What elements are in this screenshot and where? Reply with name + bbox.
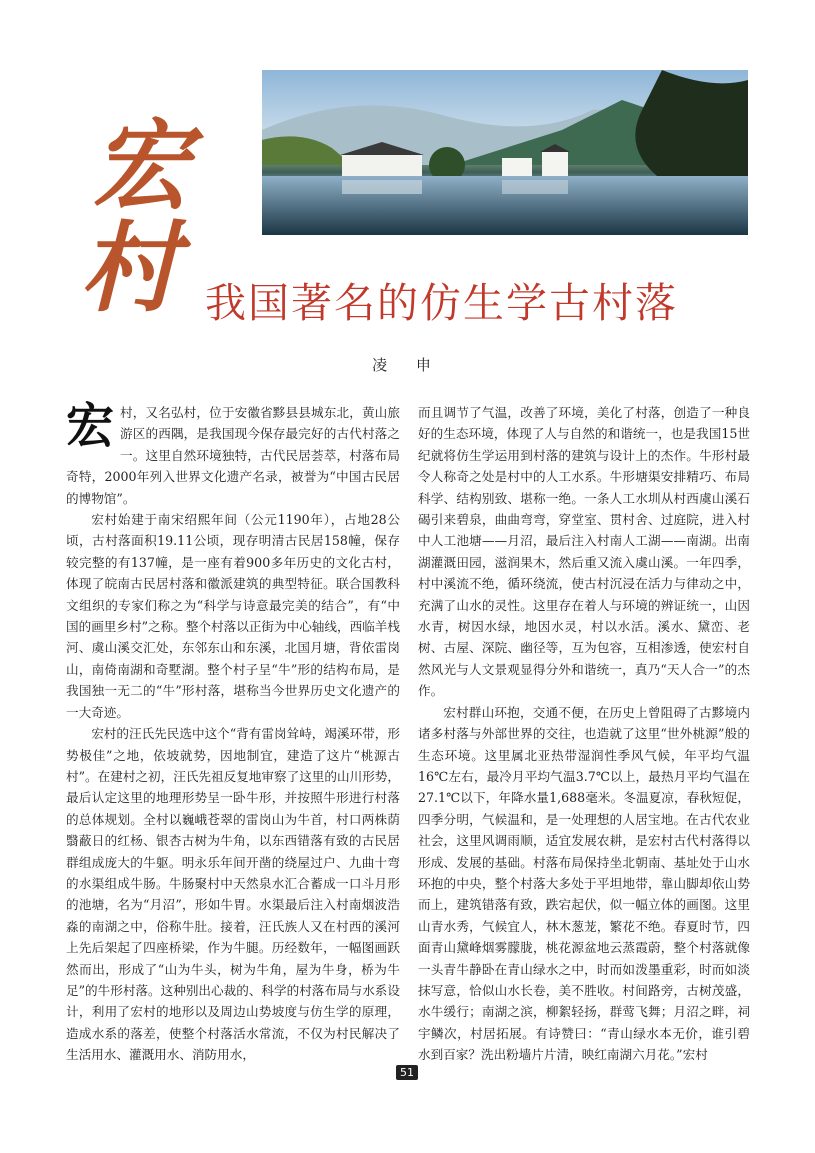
paragraph bbox=[66, 398, 400, 509]
paragraph: 宏村的汪氏先民选中这个“背有雷岗耸峙，竭溪环带，形势极佳”之地，依坡就势，因地制宜，建造了这片“桃源古村”。在建村之初，汪氏先祖反复地审察了这里的山川形势，最后认定这里的地理形势呈一卧牛形，并按照牛形进行村落的总体规划。全村以巍峨苍翠的雷岗山为牛首，村口两株荫翳蔽日的红杨、银杏古树为牛角，以东西错落有致的古民居群组成庞大的牛躯。明永乐年间开凿的绕屋过户、九曲十弯的水渠组成牛肠。牛肠聚村中天然泉水汇合蓄成一口斗月形的池塘，名为“月沼”，形如牛胃。水渠最后注入村南烟波浩淼的南湖之中，俗称牛肚。接着，汪氏族人又在村西的溪河上先后架起了四座桥梁，作为牛腿。历经数年，一幅图画跃然而出，形成了“山为牛头，树为牛角，屋为牛身，桥为牛足”的牛形村落。这种别出心裁的、科学的村落布局与水系设计，利用了宏村的地形以及周边山势坡度与仿生学的原理，造成水系的落差，使整个村落活水常流，不仅为村民解决了生活用水、灌溉用水、消防用水， bbox=[66, 726, 400, 1063]
article-column-right bbox=[418, 402, 750, 1066]
paragraph: 而且调节了气温，改善了环境，美化了村落，创造了一种良好的生态环境，体现了人与自然的和谐统一，也是我国15世纪就将仿生学运用到村落的建筑与设计上的杰作。牛形村最令人称奇之处是村中的人工水系。牛形塘渠安排精巧、布局科学、结构别致、堪称一绝。一条人工水圳从村西虞山溪石碣引来碧泉，曲曲弯弯，穿堂室、贯村舍、过庭院，进入村中人工池塘——月沼，最后注入村南人工湖——南湖。出南湖灌溉田园，滋润果木，然后重又流入虞山溪。一年四季，村中溪流不绝，循环绕流，使古村沉浸在活力与律动之中，充满了山水的灵性。这里存在着人与环境的辨证统一，山因水青，树因水绿，地因水灵，村以水活。溪水、黛峦、老树、古屋、深院、幽径等，互为包容，互相渗透，使宏村自然风光与人文景观显得分外和谐统一，真乃“天人合一”的杰作。 bbox=[418, 405, 750, 699]
paragraph: 宏村始建于南宋绍熙年间（公元1190年），占地28公顷，古村落面积19.11公顷，现存明清古民居158幢，保存较完整的有137幢，是一座有着900多年历史的文化古村，体现了皖南古民居村落和徽派建筑的典型特征。联合国教科文组织的专家们称之为“科学与诗意最完美的结合”，有“中国的画里乡村”之称。整个村落以正街为中心轴线，西临羊栈河、虞山溪交汇处，东邻东山和东溪，北国月塘，背依雷岗山，南倚南湖和奇墅湖。整个村子呈“牛”形的结构布局，是我国独一无二的“牛”形村落，堪称当今世界历史文化遗产的一大奇迹。 bbox=[66, 512, 400, 720]
village-lake-photo bbox=[262, 70, 748, 235]
author-name: 凌 申 bbox=[372, 356, 443, 374]
paragraph: 宏村群山环抱，交通不便，在历史上曾阻碍了古黟境内诸多村落与外部世界的交往，也造就了这里“世外桃源”般的生态环境。这里属北亚热带湿润性季风气候，年平均气温16℃左右，最冷月平均气温3.7℃以上，最热月平均气温在27.1℃以下，年降水量1,688毫米。冬温夏凉，春秋短促，四季分明，气候温和，是一处理想的人居宝地。在古代农业社会，这里风调雨顺，适宜发展农耕，是宏村古代村落得以形成、发展的基础。村落布局保持坐北朝南、基址处于山水环抱的中央，整个村落大多处于平坦地带，靠山脚却依山势而上，建筑错落有致，跌宕起伏，似一幅立体的画图。这里山青水秀，气候宜人，林木葱茏，繁花不绝。春夏时节，四面青山黛峰烟雾朦胧，桃花源盆地云蒸霞蔚，整个村落就像一头青牛静卧在青山绿水之中，时而如泼墨重彩，时而如淡抹写意，恰似山水长卷，美不胜收。村间路旁，古树茂盛，水牛缓行；南湖之滨，柳絮轻扬，群莺飞舞；月沼之畔，祠宇鳞次，村居拓展。有诗赞曰：“青山绿水本无价，谁引碧水到百家？洗出粉墙片片清，映红南湖六月花。”宏村 bbox=[418, 704, 750, 1063]
article-subtitle: 我国著名的仿生学古村落 bbox=[205, 279, 678, 327]
title-character-cun: 村 bbox=[80, 211, 179, 326]
drop-cap: 宏 bbox=[66, 398, 115, 454]
title-character-hong: 宏 bbox=[92, 109, 191, 224]
article-column-left bbox=[66, 398, 400, 1066]
paragraph-text: 村，又名弘村，位于安徽省黟县县城东北，黄山旅游区的西隅，是我国现今保存最完好的古代村落之一。这里自然环境独特，古代民居荟萃，村落布局奇特，2000年列入世界文化遗产名录，被誉为“中国古民居的博物馆”。 bbox=[66, 405, 400, 506]
landscape-illustration bbox=[262, 70, 748, 235]
page-number: 51 bbox=[396, 1065, 418, 1080]
